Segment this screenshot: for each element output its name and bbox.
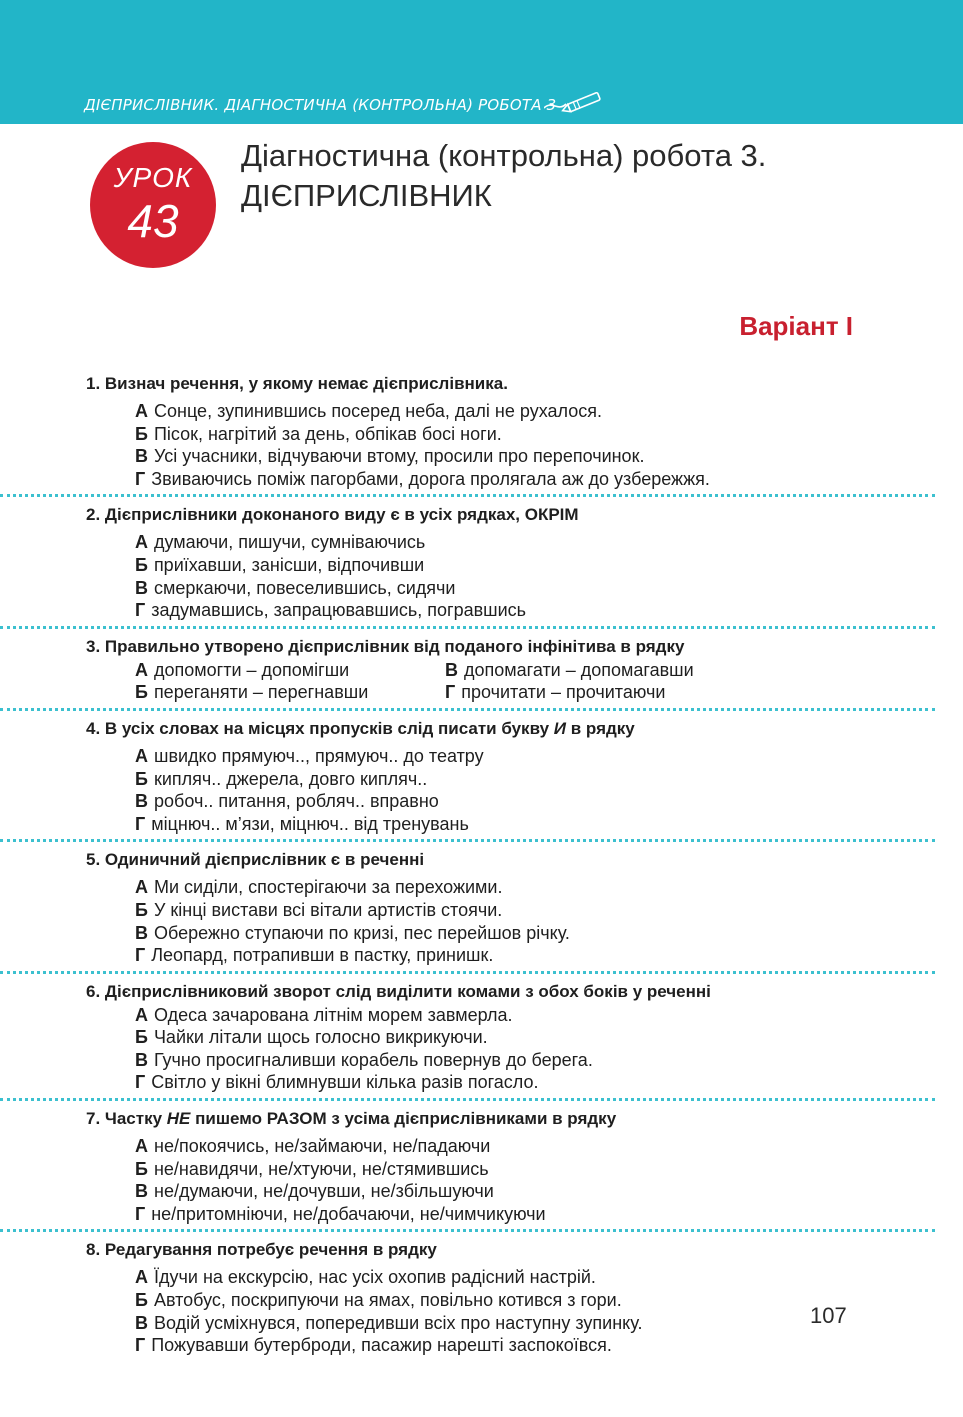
option-letter: Г	[135, 1335, 146, 1356]
page-title	[241, 136, 766, 216]
task-question: 8. Редагування потребує речення в рядку	[86, 1240, 437, 1260]
task-5	[0, 848, 963, 966]
answer-option	[135, 1049, 963, 1072]
dotted-separator	[0, 708, 935, 711]
task-1	[0, 372, 963, 490]
option-letter: А	[135, 532, 148, 553]
answer-option	[135, 681, 445, 704]
answer-option	[135, 813, 963, 836]
answer-options	[0, 659, 963, 704]
option-text: прочитати – прочитаючи	[461, 682, 666, 703]
option-text: не/думаючи, не/дочувши, не/збільшуючи	[154, 1181, 494, 1202]
dotted-separator	[0, 971, 935, 974]
answer-option	[135, 599, 963, 622]
option-text: робоч.. питання, робляч.. вправно	[154, 791, 439, 812]
option-text: задумавшись, запрацювавшись, погравшись	[151, 600, 527, 621]
option-text: Пожувавши бутерброди, пасажир нарешті заспокоївся.	[151, 1335, 612, 1356]
answer-option	[135, 1203, 963, 1226]
option-text: У кінці вистави всі вітали артистів стоячи.	[153, 899, 503, 920]
answer-option	[135, 1266, 963, 1289]
option-letter: А	[135, 1136, 148, 1157]
option-letter: Г	[135, 600, 146, 621]
option-text: допомогти – допомігши	[154, 659, 350, 680]
option-letter: В	[135, 791, 148, 812]
question-emphasis: НЕ	[166, 1109, 191, 1129]
option-letter: В	[135, 446, 148, 467]
option-text: швидко прямуюч.., прямуюч.. до театру	[154, 745, 484, 766]
answer-options	[0, 745, 963, 835]
answer-option	[135, 944, 963, 967]
answer-option	[135, 899, 963, 922]
option-text: Леопард, потрапивши в пастку, принишк.	[151, 945, 494, 966]
question-part: 4. В усіх словах на місцях пропусків слід писати букву	[86, 718, 554, 738]
option-text: Чайки літали щось голосно викрикуючи.	[153, 1027, 488, 1048]
task-question: 6. Дієприслівниковий зворот слід виділити комами з обох боків у реченні	[86, 981, 711, 1001]
dotted-separator	[0, 1229, 935, 1232]
option-text: Обережно ступаючи по кризі, пес перейшов річку.	[154, 922, 570, 943]
option-letter: Г	[135, 468, 146, 489]
option-text: кипляч.. джерела, довго кипляч..	[153, 768, 428, 789]
option-text: не/покоячись, не/займаючи, не/падаючи	[154, 1136, 491, 1157]
title-line-1: Діагностична (контрольна) робота 3.	[241, 138, 767, 173]
option-text: не/притомніючи, не/добачаючи, не/чимчикуючи	[151, 1203, 546, 1224]
answer-option	[135, 577, 963, 600]
option-letter: А	[135, 401, 148, 421]
answer-option	[135, 1158, 963, 1181]
option-letter: В	[135, 577, 148, 598]
option-letter: В	[135, 1312, 148, 1333]
option-text: Сонце, зупинившись посеред неба, далі не рухалося.	[154, 401, 602, 421]
option-letter: В	[135, 1049, 148, 1070]
option-text: Звиваючись поміж пагорбами, дорога пролягала аж до узбережжя.	[151, 468, 710, 489]
answer-options	[0, 531, 963, 621]
option-text: не/навидячи, не/хтуючи, не/стямившись	[153, 1158, 489, 1179]
answer-option	[135, 1071, 963, 1094]
option-letter: Б	[135, 423, 148, 444]
option-letter: В	[135, 1181, 148, 1202]
lesson-word: УРОК	[113, 162, 193, 193]
answer-option	[135, 1334, 963, 1357]
task-7	[0, 1107, 963, 1225]
dotted-separator	[0, 839, 935, 842]
answer-option	[135, 423, 963, 446]
answer-option	[135, 445, 963, 468]
question-part: 7. Частку	[86, 1109, 167, 1129]
option-letter: В	[445, 659, 458, 680]
task-8	[0, 1238, 963, 1356]
task-question: 2. Дієприслівники доконаного виду є в усіх рядках, ОКРІМ	[86, 505, 579, 525]
option-text: Ми сиділи, спостерігаючи за перехожими.	[154, 877, 503, 898]
option-letter: Б	[135, 899, 148, 920]
question-emphasis: И	[553, 718, 567, 738]
option-text: Усі учасники, відчуваючи втому, просили про перепочинок.	[154, 446, 645, 467]
answer-option	[135, 1180, 963, 1203]
answer-option	[135, 531, 963, 554]
option-text: Автобус, поскрипуючи на ямах, повільно котився з гори.	[153, 1290, 622, 1311]
option-letter: А	[135, 745, 148, 766]
option-text: Водій усміхнувся, попередивши всіх про наступну зупинку.	[154, 1312, 643, 1333]
option-text: думаючи, пишучи, сумніваючись	[154, 532, 426, 553]
option-letter: Б	[135, 768, 148, 789]
answer-options	[0, 400, 963, 490]
running-title: ДІЄПРИСЛІВНИК. ДІАГНОСТИЧНА (КОНТРОЛЬНА) РОБОТА 3	[84, 96, 557, 114]
answer-option	[445, 659, 775, 682]
option-letter: Б	[135, 554, 148, 575]
task-list	[0, 372, 963, 1357]
option-text: приїхавши, занісши, відпочивши	[153, 554, 425, 575]
answer-option	[135, 1004, 963, 1027]
option-text: допомагати – допомагавши	[464, 659, 694, 680]
task-question: 5. Одиничний дієприслівник є в реченні	[86, 850, 425, 870]
lesson-number: 43	[127, 195, 179, 247]
task-question: 1. Визнач речення, у якому немає дієприслівника.	[86, 374, 508, 393]
task-3	[0, 635, 963, 704]
task-question	[0, 717, 963, 741]
answer-option	[135, 400, 963, 423]
task-6	[0, 980, 963, 1094]
task-4	[0, 717, 963, 835]
dotted-separator	[0, 494, 935, 497]
task-question	[0, 1107, 963, 1131]
option-letter: В	[135, 922, 148, 943]
answer-options	[0, 876, 963, 966]
option-text: Їдучи на екскурсію, нас усіх охопив радісний настрій.	[154, 1267, 596, 1288]
option-letter: А	[135, 1267, 148, 1288]
question-part: в рядку	[566, 718, 635, 738]
answer-options	[0, 1004, 963, 1094]
option-text: Світло у вікні блимнувши кілька разів погасло.	[151, 1072, 539, 1093]
answer-option	[135, 876, 963, 899]
option-text: Гучно просигналивши корабель повернув до берега.	[154, 1049, 593, 1070]
answer-option	[135, 1135, 963, 1158]
answer-options	[0, 1135, 963, 1225]
lesson-badge	[90, 142, 216, 268]
answer-option	[135, 768, 963, 791]
answer-option	[135, 745, 963, 768]
task-question: 3. Правильно утворено дієприслівник від поданого інфінітива в рядку	[86, 636, 685, 656]
dotted-separator	[0, 1098, 935, 1101]
option-letter: Б	[135, 1158, 148, 1179]
option-letter: Г	[135, 945, 146, 966]
option-letter: А	[135, 877, 148, 898]
option-text: переганяти – перегнавши	[153, 682, 369, 703]
answer-option	[445, 681, 775, 704]
task-2	[0, 503, 963, 621]
answer-option	[135, 468, 963, 491]
page-number: 107	[810, 1303, 847, 1328]
option-text: міцнюч.. м’язи, міцнюч.. від тренувань	[151, 813, 469, 834]
option-letter: А	[135, 659, 148, 680]
option-text: смеркаючи, повеселившись, сидячи	[154, 577, 456, 598]
option-letter: Г	[135, 1072, 146, 1093]
answer-option	[135, 922, 963, 945]
option-letter: А	[135, 1004, 148, 1025]
dotted-separator	[0, 626, 935, 629]
option-letter: Г	[135, 1203, 146, 1224]
option-letter: Г	[445, 682, 456, 703]
question-part: пишемо РАЗОМ з усіма дієприслівниками в рядку	[190, 1109, 617, 1129]
option-letter: Б	[135, 1290, 148, 1311]
option-letter: Б	[135, 1027, 148, 1048]
option-text: Одеса зачарована літнім морем завмерла.	[154, 1004, 513, 1025]
answer-option	[135, 554, 963, 577]
option-text: Пісок, нагрітий за день, обпікав босі ноги.	[153, 423, 502, 444]
pen-icon	[544, 88, 606, 114]
option-letter: Б	[135, 682, 148, 703]
option-letter: Г	[135, 813, 146, 834]
answer-option	[135, 1026, 963, 1049]
variant-heading: Варіант І	[739, 311, 853, 341]
title-line-2: ДІЄПРИСЛІВНИК	[241, 178, 492, 213]
answer-option	[135, 790, 963, 813]
answer-option	[135, 659, 445, 682]
